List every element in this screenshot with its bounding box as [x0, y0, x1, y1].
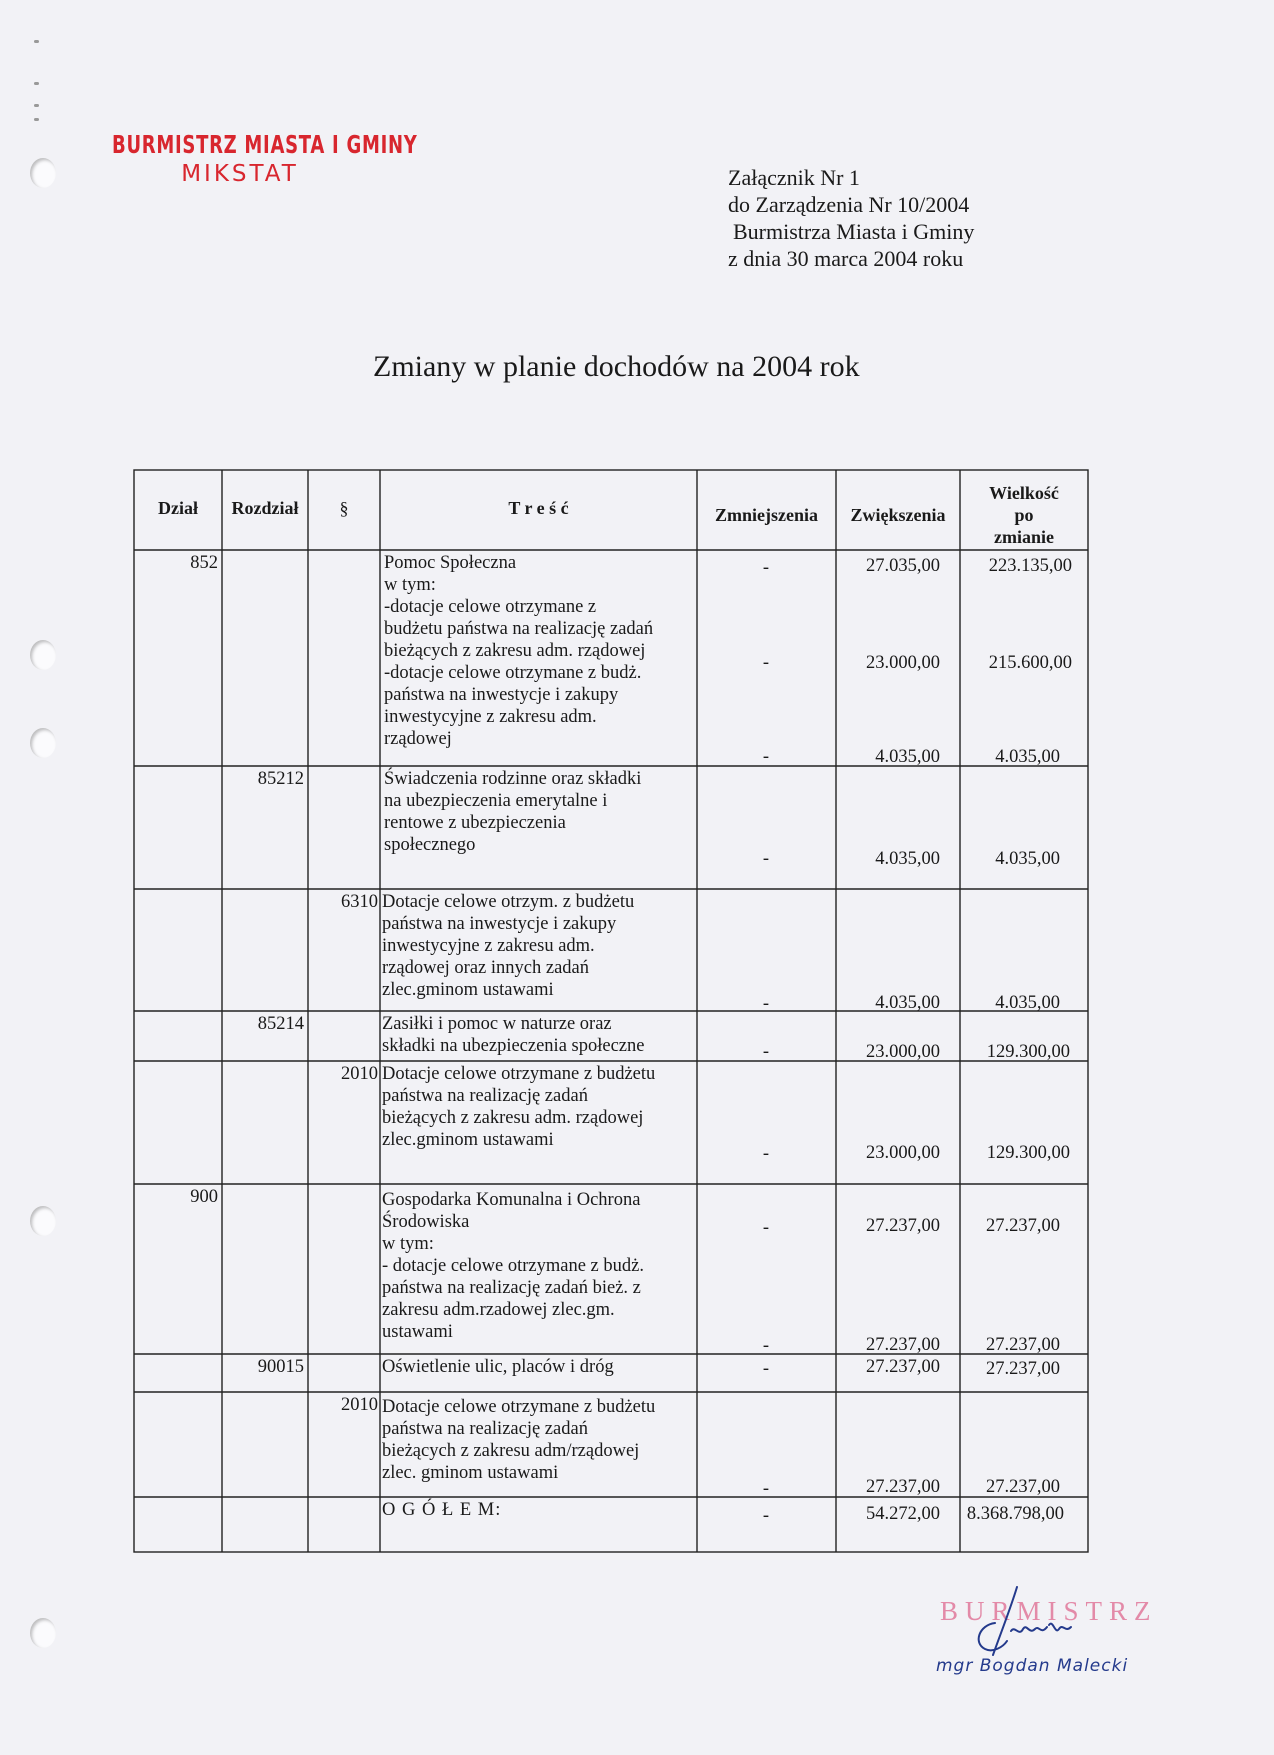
cell-paragraf: 2010: [341, 1064, 378, 1084]
tresc-line: inwestycyjne z zakresu adm.: [384, 707, 597, 727]
tresc-line: bieżących z zakresu adm/rządowej: [382, 1441, 640, 1461]
total-zwiekszenia: 54.272,00: [866, 1504, 940, 1524]
header-wielkosc-po-zmianie: [960, 482, 1088, 548]
cell-zmniejszenia: -: [762, 1144, 770, 1164]
tresc-line: Pomoc Społeczna: [384, 553, 517, 573]
mayor-stamp: BURMISTRZ: [940, 1596, 1158, 1626]
tresc-line: rządowej oraz innych zadań: [382, 958, 589, 978]
punch-hole: [30, 1206, 56, 1236]
punch-hole: [30, 640, 56, 670]
annex-reference: [728, 164, 974, 272]
cell-rozdzial: 90015: [257, 1357, 304, 1377]
tresc-line: państwa na realizację zadań: [382, 1419, 588, 1439]
cell-po-zmianie: 129.300,00: [986, 1042, 1070, 1062]
tresc-line: Dotacje celowe otrzym. z budżetu: [382, 892, 635, 912]
cell-po-zmianie: 4.035,00: [995, 849, 1060, 869]
tresc-line: Dotacje celowe otrzymane z budżetu: [382, 1397, 656, 1417]
cell-tresc: [382, 1189, 644, 1343]
cell-zwiekszenia: 23.000,00: [866, 1042, 940, 1062]
cell-paragraf: 6310: [341, 892, 378, 912]
cell-dzial: 852: [190, 553, 218, 573]
cell-zwiekszenia: 4.035,00: [875, 849, 940, 869]
cell-tresc: [382, 1013, 644, 1057]
tresc-line: w tym:: [382, 1234, 434, 1254]
tresc-line: społecznego: [384, 835, 476, 855]
cell-po-zmianie: 27.237,00: [986, 1216, 1060, 1236]
issuer-stamp: [110, 130, 418, 187]
tresc-line: budżetu państwa na realizację zadań: [384, 619, 654, 639]
cell-zwiekszenia: 27.237,00: [866, 1477, 940, 1497]
cell-zmniejszenia: -: [762, 849, 770, 869]
cell-zwiekszenia: 4.035,00: [875, 993, 940, 1013]
header-tresc: T r e ś ć: [508, 498, 569, 518]
tresc-line: państwa na inwestycje i zakupy: [384, 685, 619, 705]
handwritten-signature: [955, 1585, 1105, 1665]
tresc-line: Gospodarka Komunalna i Ochrona: [382, 1190, 641, 1210]
tresc-line: -dotacje celowe otrzymane z: [384, 597, 597, 617]
cell-zmniejszenia: -: [762, 653, 770, 673]
total-po-zmianie: 8.368.798,00: [966, 1504, 1064, 1524]
header-dzial: Dział: [158, 498, 198, 518]
tresc-line: w tym:: [384, 575, 436, 595]
cell-tresc: [382, 1063, 655, 1151]
cell-zmniejszenia: -: [762, 1042, 770, 1062]
cell-zwiekszenia: 27.237,00: [866, 1335, 940, 1355]
cell-paragraf: 2010: [341, 1395, 378, 1415]
cell-po-zmianie: 215.600,00: [988, 653, 1072, 673]
tresc-line: rządowej: [384, 729, 452, 749]
cell-tresc: [382, 1396, 655, 1484]
cell-zmniejszenia: -: [762, 1359, 770, 1379]
cell-zmniejszenia: -: [762, 1218, 770, 1238]
tresc-line: składki na ubezpieczenia społeczne: [382, 1036, 645, 1056]
tresc-line: ustawami: [382, 1322, 453, 1342]
cell-tresc: [384, 552, 653, 750]
header-wielkosc-line-3: zmianie: [994, 527, 1054, 547]
cell-zmniejszenia: -: [762, 558, 770, 578]
tresc-line: inwestycyjne z zakresu adm.: [382, 936, 595, 956]
cell-zwiekszenia: 27.237,00: [866, 1216, 940, 1236]
header-wielkosc-line-2: po: [1014, 505, 1034, 525]
cell-rozdzial: 85212: [257, 769, 304, 789]
tresc-line: państwa na inwestycje i zakupy: [382, 914, 617, 934]
cell-po-zmianie: 27.237,00: [986, 1359, 1060, 1379]
cell-po-zmianie: 4.035,00: [995, 747, 1060, 767]
cell-tresc: [382, 891, 634, 1001]
annex-line-3: Burmistrza Miasta i Gminy: [733, 219, 975, 244]
tresc-line: - dotacje celowe otrzymane z budż.: [382, 1256, 644, 1276]
tresc-line: zakresu adm.rzadowej zlec.gm.: [382, 1300, 615, 1320]
total-label: O G Ó Ł E M:: [382, 1500, 502, 1520]
tresc-line: zlec.gminom ustawami: [382, 1130, 554, 1150]
cell-zwiekszenia: 27.237,00: [866, 1357, 940, 1377]
cell-rozdzial: 85214: [257, 1014, 304, 1034]
tresc-line: Oświetlenie ulic, placów i dróg: [382, 1357, 614, 1377]
header-paragraf: §: [339, 498, 349, 518]
signer-name: mgr Bogdan Malecki: [936, 1656, 1129, 1676]
tresc-line: państwa na realizację zadań bież. z: [382, 1278, 641, 1298]
cell-zmniejszenia: -: [762, 1336, 770, 1356]
tresc-line: bieżących z zakresu adm. rządowej: [384, 641, 646, 661]
header-zwiekszenia: Zwiększenia: [850, 505, 946, 525]
tresc-line: rentowe z ubezpieczenia: [384, 813, 566, 833]
cell-po-zmianie: 4.035,00: [995, 993, 1060, 1013]
tresc-line: Świadczenia rodzinne oraz składki: [384, 769, 642, 789]
header-wielkosc-line-1: Wielkość: [989, 483, 1059, 503]
cell-po-zmianie: 129.300,00: [986, 1143, 1070, 1163]
cell-zwiekszenia: 23.000,00: [866, 1143, 940, 1163]
punch-hole: [30, 158, 56, 188]
cell-po-zmianie: 27.237,00: [986, 1335, 1060, 1355]
header-zmniejszenia: Zmniejszenia: [715, 505, 818, 525]
cell-po-zmianie: 27.237,00: [986, 1477, 1060, 1497]
tresc-line: -dotacje celowe otrzymane z budż.: [384, 663, 642, 683]
tresc-line: na ubezpieczenia emerytalne i: [384, 791, 608, 811]
tresc-line: bieżących z zakresu adm. rządowej: [382, 1108, 644, 1128]
page-title: Zmiany w planie dochodów na 2004 rok: [373, 350, 860, 383]
tresc-line: Środowiska: [382, 1212, 470, 1232]
annex-line-4: z dnia 30 marca 2004 roku: [728, 246, 964, 271]
punch-hole: [30, 728, 56, 758]
header-rozdzial: Rozdział: [231, 498, 299, 518]
total-zmniejszenia: -: [762, 1506, 770, 1526]
annex-line-2: do Zarządzenia Nr 10/2004: [728, 192, 970, 217]
punch-hole: [30, 1618, 56, 1648]
stamp-line-2: MIKSTAT: [181, 161, 299, 187]
tresc-line: zlec. gminom ustawami: [382, 1463, 559, 1483]
cell-zwiekszenia: 23.000,00: [866, 653, 940, 673]
cell-po-zmianie: 223.135,00: [988, 556, 1072, 576]
cell-zwiekszenia: 4.035,00: [875, 747, 940, 767]
cell-dzial: 900: [190, 1187, 218, 1207]
cell-zwiekszenia: 27.035,00: [866, 556, 940, 576]
cell-tresc: [382, 1356, 614, 1378]
cell-tresc: [384, 768, 641, 856]
tresc-line: Zasiłki i pomoc w naturze oraz: [382, 1014, 612, 1034]
cell-zmniejszenia: -: [762, 1479, 770, 1499]
cell-zmniejszenia: -: [762, 747, 770, 767]
tresc-line: zlec.gminom ustawami: [382, 980, 554, 1000]
tresc-line: państwa na realizację zadań: [382, 1086, 588, 1106]
stamp-line-1: BURMISTRZ MIASTA I GMINY: [112, 130, 418, 159]
tresc-line: Dotacje celowe otrzymane z budżetu: [382, 1064, 656, 1084]
cell-zmniejszenia: -: [762, 994, 770, 1014]
annex-line-1: Załącznik Nr 1: [728, 165, 860, 190]
